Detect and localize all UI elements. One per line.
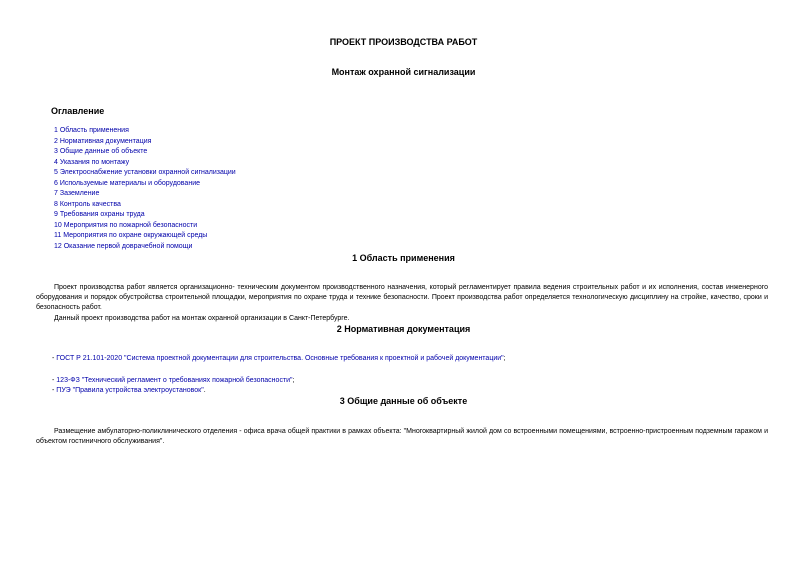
toc-link-6[interactable]: 6 Используемые материалы и оборудование [54, 179, 200, 187]
toc-link-3[interactable]: 3 Общие данные об объекте [54, 148, 148, 155]
toc-item [54, 200, 236, 211]
toc-item [54, 189, 236, 200]
toc-item [54, 147, 236, 158]
normative-ref-1 [52, 354, 506, 364]
ref-suffix: ; [503, 355, 506, 362]
ref-bullet: - [52, 377, 57, 384]
section-3-paragraph-1 [36, 427, 768, 447]
toc-item [54, 168, 236, 179]
toc-link-8[interactable]: 8 Контроль качества [54, 200, 121, 208]
toc-link-5[interactable]: 5 Электроснабжение установки охранной сигнализации [54, 169, 236, 176]
table-of-contents [54, 126, 236, 252]
toc-link-11[interactable]: 11 Мероприятия по охране окружающей среды [54, 232, 208, 239]
section-3-title: 3 Общие данные об объекте [339, 396, 468, 406]
toc-item [54, 242, 236, 253]
normative-ref-2 [52, 376, 295, 386]
normative-ref-3 [52, 386, 206, 396]
toc-item [54, 137, 236, 148]
section-1-title: 1 Область применения [352, 253, 455, 263]
toc-link-9[interactable]: 9 Требования охраны труда [54, 211, 145, 218]
toc-item [54, 210, 236, 221]
toc-item [54, 179, 236, 190]
section-1-paragraph-2-text: Данный проект производства работ на монтаж охранной организации в Санкт-Петербурге. [54, 315, 350, 322]
toc-item [54, 126, 236, 137]
toc-item [54, 221, 236, 232]
toc-link-2[interactable]: 2 Нормативная документация [54, 137, 152, 145]
document-title: ПРОЕКТ ПРОИЗВОДСТВА РАБОТ [329, 37, 478, 47]
section-1-paragraph-2 [36, 314, 768, 324]
toc-link-10[interactable]: 10 Мероприятия по пожарной безопасности [54, 221, 198, 229]
section-2-title: 2 Нормативная документация [336, 324, 471, 334]
toc-heading: Оглавление [51, 106, 105, 116]
section-1-paragraph-1 [36, 283, 768, 314]
toc-link-12[interactable]: 12 Оказание первой доврачебной помощи [54, 242, 193, 250]
ref-link-123fz[interactable]: 123-ФЗ "Технический регламент о требованиях пожарной безопасности" [56, 377, 293, 384]
toc-item [54, 158, 236, 169]
ref-link-gost[interactable]: ГОСТ Р 21.101-2020 "Система проектной документации для строительства. Основные требования к проектной и рабочей документации" [56, 355, 504, 362]
toc-link-4[interactable]: 4 Указания по монтажу [54, 158, 130, 166]
section-3-paragraph-1-text: Размещение амбулаторно-поликлинического отделения - офиса врача общей практики в рамках объекта: "Многоквартирный жилой дом со встроенными помещениями, встроенно-пристроенным подземным гаражом и объектом гостиничного обслуживания". [36, 428, 768, 446]
ref-bullet: - [52, 355, 57, 362]
ref-suffix: . [203, 387, 206, 394]
section-1-paragraph-1-text: Проект производства работ является организационно- техническим документом производственного назначения, который регламентирует правила ведения строительных работ и их исполнения, состав инженерного оборудования и порядок обустройства строительной площадки, мероприятия по охране труда и технике безопасности. Проект производства работ определяется технологическую дисциплину на стройке, качество, сроки и безопасность работ. [36, 284, 768, 312]
ref-link-pue[interactable]: ПУЭ "Правила устройства электроустановок" [56, 387, 204, 394]
toc-link-1[interactable]: 1 Область применения [54, 127, 129, 134]
ref-suffix: ; [292, 377, 295, 384]
ref-bullet: - [52, 387, 57, 394]
toc-link-7[interactable]: 7 Заземление [54, 190, 100, 197]
document-subtitle: Монтаж охранной сигнализации [331, 67, 476, 77]
toc-item [54, 231, 236, 242]
